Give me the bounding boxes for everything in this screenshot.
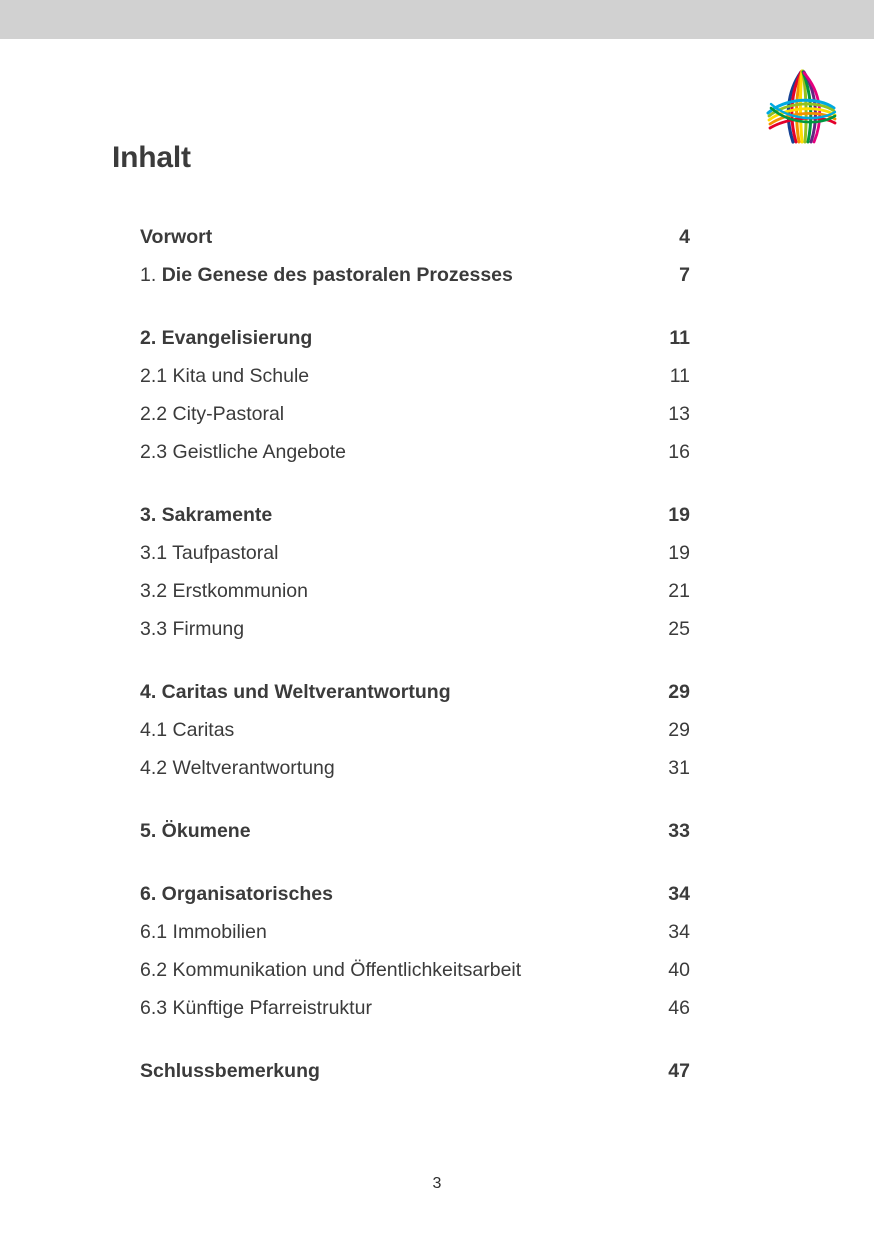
toc-entry[interactable] bbox=[140, 441, 690, 479]
toc-entry-label bbox=[140, 719, 234, 742]
pastoral-process-logo bbox=[765, 68, 837, 146]
toc-entry-label bbox=[140, 365, 309, 388]
toc-entry-label bbox=[140, 580, 308, 603]
toc-entry-title: 6.2 Kommunikation und Öffentlichkeitsarbeit bbox=[140, 959, 522, 981]
toc-entry-label bbox=[140, 264, 513, 287]
toc-entry-title: 6.1 Immobilien bbox=[140, 921, 267, 943]
toc-entry-label bbox=[140, 618, 244, 641]
toc-entry[interactable] bbox=[140, 820, 690, 858]
toc-entry-title: 3.2 Erstkommunion bbox=[140, 580, 308, 602]
toc-entry[interactable] bbox=[140, 681, 690, 719]
toc-entry-title: Vorwort bbox=[140, 226, 213, 248]
toc-entry-label bbox=[140, 959, 521, 982]
toc-entry[interactable] bbox=[140, 618, 690, 656]
toc-entry[interactable] bbox=[140, 959, 690, 997]
toc-entry-title: 4.2 Weltverantwortung bbox=[140, 757, 335, 779]
toc-entry-title: 4.1 Caritas bbox=[140, 719, 235, 741]
toc-entry-title: 2. Evangelisierung bbox=[140, 327, 313, 349]
toc-entry-title: Die Genese des pastoralen Prozesses bbox=[161, 264, 513, 286]
toc-entry-page-number: 29 bbox=[668, 719, 690, 741]
toc-entry[interactable] bbox=[140, 719, 690, 757]
toc-entry[interactable] bbox=[140, 997, 690, 1035]
toc-entry-label bbox=[140, 542, 278, 565]
toc-entry-label bbox=[140, 504, 272, 527]
toc-entry-page-number: 34 bbox=[668, 883, 690, 905]
toc-entry-page-number: 47 bbox=[668, 1060, 690, 1082]
toc-entry[interactable] bbox=[140, 226, 690, 264]
toc-entry-page-number: 33 bbox=[668, 820, 690, 842]
toc-entry-page-number: 4 bbox=[679, 226, 690, 248]
toc-entry-page-number: 16 bbox=[668, 441, 690, 463]
toc-entry-label bbox=[140, 441, 346, 464]
toc-entry[interactable] bbox=[140, 504, 690, 542]
toc-entry-label bbox=[140, 820, 251, 843]
toc-entry-label bbox=[140, 883, 333, 906]
toc-entry-title: 6.3 Künftige Pfarreistruktur bbox=[140, 997, 372, 1019]
toc-entry[interactable] bbox=[140, 542, 690, 580]
toc-entry-label bbox=[140, 226, 212, 249]
toc-entry-page-number: 11 bbox=[669, 365, 690, 387]
toc-entry-page-number: 46 bbox=[668, 997, 690, 1019]
toc-entry-title: 5. Ökumene bbox=[140, 820, 251, 842]
toc-entry[interactable] bbox=[140, 365, 690, 403]
toc-entry-page-number: 13 bbox=[668, 403, 690, 425]
toc-entry-label bbox=[140, 681, 451, 704]
toc-entry[interactable] bbox=[140, 757, 690, 795]
footer-page-number: 3 bbox=[432, 1175, 442, 1192]
toc-entry-page-number: 40 bbox=[668, 959, 690, 981]
toc-entry[interactable] bbox=[140, 883, 690, 921]
table-of-contents bbox=[140, 226, 690, 1098]
toc-entry-title: 3.3 Firmung bbox=[140, 618, 245, 640]
toc-entry-label bbox=[140, 757, 335, 780]
toc-entry-page-number: 21 bbox=[668, 580, 690, 602]
toc-entry[interactable] bbox=[140, 1060, 690, 1098]
toc-entry[interactable] bbox=[140, 921, 690, 959]
toc-entry-page-number: 11 bbox=[669, 327, 690, 349]
toc-entry-label bbox=[140, 921, 267, 944]
toc-entry-title: 3. Sakramente bbox=[140, 504, 273, 526]
toc-entry-page-number: 19 bbox=[668, 542, 690, 564]
toc-entry-title: 2.3 Geistliche Angebote bbox=[140, 441, 346, 463]
toc-entry-page-number: 7 bbox=[679, 264, 690, 286]
toc-entry[interactable] bbox=[140, 327, 690, 365]
toc-entry-number: 1. bbox=[140, 264, 157, 286]
toc-entry[interactable] bbox=[140, 580, 690, 618]
toc-entry-page-number: 31 bbox=[668, 757, 690, 779]
toc-entry-title: 6. Organisatorisches bbox=[140, 883, 333, 905]
toc-entry-label bbox=[140, 997, 372, 1020]
toc-entry-page-number: 29 bbox=[668, 681, 690, 703]
toc-entry-label bbox=[140, 327, 312, 350]
top-gray-band bbox=[0, 0, 874, 39]
toc-entry-label bbox=[140, 1060, 320, 1083]
toc-entry-title: Schlussbemerkung bbox=[140, 1060, 320, 1082]
toc-entry-label bbox=[140, 403, 284, 426]
toc-entry-page-number: 34 bbox=[668, 921, 690, 943]
toc-entry-title: 2.2 City-Pastoral bbox=[140, 403, 285, 425]
page-title: Inhalt bbox=[112, 141, 191, 174]
toc-entry-title: 4. Caritas und Weltverantwortung bbox=[140, 681, 451, 703]
toc-entry-title: 2.1 Kita und Schule bbox=[140, 365, 310, 387]
toc-entry[interactable] bbox=[140, 264, 690, 302]
toc-entry-page-number: 25 bbox=[668, 618, 690, 640]
toc-entry-page-number: 19 bbox=[668, 504, 690, 526]
toc-entry-title: 3.1 Taufpastoral bbox=[140, 542, 279, 564]
toc-entry[interactable] bbox=[140, 403, 690, 441]
